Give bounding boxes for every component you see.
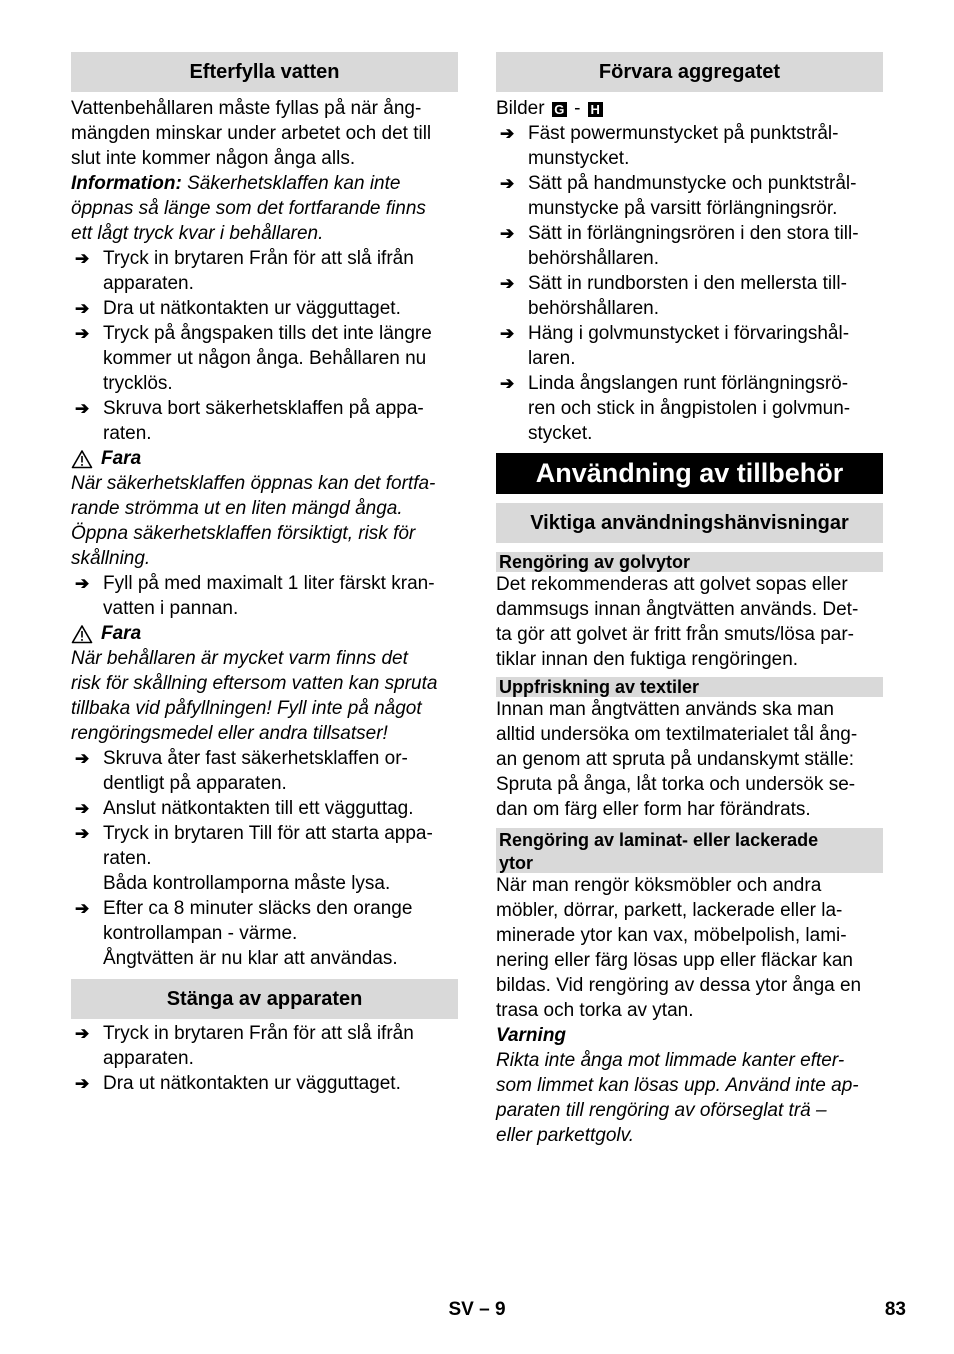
list-item bbox=[71, 296, 458, 321]
paragraph-line: minerade ytor kan vax, möbelpolish, lami- bbox=[496, 925, 847, 946]
paragraph-line: Spruta på ånga, låt torka och undersök se- bbox=[496, 774, 856, 795]
list-item bbox=[496, 171, 883, 221]
figure-separator: - bbox=[574, 98, 581, 119]
paragraph-line: dammsugs innan ångtvätten används. Det- bbox=[496, 599, 859, 620]
paragraph-line: möbler, dörrar, parkett, lackerade eller la- bbox=[496, 900, 843, 921]
list-item bbox=[496, 221, 883, 271]
warning-triangle-icon bbox=[71, 449, 93, 469]
paragraph-line: Innan man ångtvätten används ska man bbox=[496, 699, 835, 720]
info-text: Säkerhetsklaffen kan inte bbox=[187, 173, 401, 194]
list-item bbox=[71, 1021, 458, 1071]
section-heading-usage-notes: Viktiga användningshänvisningar bbox=[496, 503, 883, 543]
arrow-icon: ➔ bbox=[75, 1074, 90, 1093]
section-heading-refill: Efterfylla vatten bbox=[71, 52, 458, 92]
paragraph-line: slut inte kommer någon ånga alls. bbox=[71, 148, 356, 169]
arrow-icon: ➔ bbox=[75, 574, 90, 593]
warning-text-line: eller parkettgolv. bbox=[496, 1125, 634, 1146]
arrow-icon: ➔ bbox=[75, 299, 90, 318]
list-item-line: munstycke på varsitt förlängningsrör. bbox=[528, 198, 838, 219]
list-item-line: Dra ut nätkontakten ur vägguttaget. bbox=[103, 298, 401, 319]
danger-heading bbox=[71, 446, 458, 471]
list-item-line: ren och stick in ångpistolen i golvmun- bbox=[528, 398, 851, 419]
paragraph-line: Det rekommenderas att golvet sopas eller bbox=[496, 574, 848, 595]
list-item bbox=[71, 796, 458, 821]
list-item bbox=[496, 371, 883, 446]
list-item-line: Fyll på med maximalt 1 liter färskt kran- bbox=[103, 573, 435, 594]
list-item-line: stycket. bbox=[528, 423, 593, 444]
list-item-line: munstycket. bbox=[528, 148, 630, 169]
paragraph-line: trasa och torka av ytan. bbox=[496, 1000, 694, 1021]
list-item-line: Skruva bort säkerhetsklaffen på appa- bbox=[103, 398, 424, 419]
list-item-line: Sätt in rundborsten i den mellersta till- bbox=[528, 273, 847, 294]
arrow-icon: ➔ bbox=[75, 399, 90, 418]
chapter-heading: Användning av tillbehör bbox=[496, 453, 883, 494]
figures-label: Bilder bbox=[496, 98, 545, 119]
list-item bbox=[71, 321, 458, 396]
danger-text-line: rande strömma ut en liten mängd ånga. bbox=[71, 498, 403, 519]
list-item bbox=[71, 746, 458, 796]
danger-text-line: När säkerhetsklaffen öppnas kan det fortfa- bbox=[71, 473, 436, 494]
info-note-line: ett lågt tryck kvar i behållaren. bbox=[71, 223, 324, 244]
arrow-icon: ➔ bbox=[500, 124, 515, 143]
info-note-line: öppnas så länge som det fortfarande finns bbox=[71, 198, 426, 219]
list-item-line: Tryck in brytaren Till för att starta appa- bbox=[103, 823, 433, 844]
section-heading-switch-off: Stänga av apparaten bbox=[71, 979, 458, 1019]
list-item-line: Tryck in brytaren Från för att slå ifrån bbox=[103, 248, 414, 269]
list-item-line: behörshållaren. bbox=[528, 298, 659, 319]
list-item bbox=[496, 121, 883, 171]
danger-text-line: När behållaren är mycket varm finns det bbox=[71, 648, 408, 669]
list-item-line: kontrollampan - värme. bbox=[103, 923, 298, 944]
danger-text-line: rengöringsmedel eller andra tillsatser! bbox=[71, 723, 388, 744]
figure-reference bbox=[496, 96, 883, 121]
list-item-line: trycklös. bbox=[103, 373, 173, 394]
list-item-line: laren. bbox=[528, 348, 576, 369]
list-item-line: Anslut nätkontakten till ett vägguttag. bbox=[103, 798, 414, 819]
info-label: Information: bbox=[71, 173, 182, 194]
danger-label: Fara bbox=[101, 623, 142, 644]
left-column bbox=[71, 52, 458, 1096]
warning-text-line: paraten till rengöring av oförseglat trä – bbox=[496, 1100, 827, 1121]
list-item-line: apparaten. bbox=[103, 1048, 194, 1069]
arrow-icon: ➔ bbox=[75, 324, 90, 343]
list-item-line: vatten i pannan. bbox=[103, 598, 239, 619]
list-item bbox=[71, 1071, 458, 1096]
danger-text-line: risk för skållning eftersom vatten kan spruta bbox=[71, 673, 438, 694]
arrow-icon: ➔ bbox=[75, 824, 90, 843]
arrow-icon: ➔ bbox=[75, 749, 90, 768]
danger-heading bbox=[71, 621, 458, 646]
danger-text-line: skållning. bbox=[71, 548, 151, 569]
list-item-line: Fäst powermunstycket på punktstrål- bbox=[528, 123, 839, 144]
info-note-line bbox=[71, 171, 458, 196]
paragraph-line: När man rengör köksmöbler och andra bbox=[496, 875, 822, 896]
danger-label: Fara bbox=[101, 448, 142, 469]
paragraph-line: tiklar innan den fuktiga rengöringen. bbox=[496, 649, 799, 670]
list-item-line: Sätt på handmunstycke och punktstrål- bbox=[528, 173, 857, 194]
list-item-line: dentligt på apparaten. bbox=[103, 773, 287, 794]
paragraph-line: mängden minskar under arbetet och det till bbox=[71, 123, 432, 144]
figure-g-label: G bbox=[552, 102, 567, 117]
danger-text-line: tillbaka vid påfyllningen! Fyll inte på något bbox=[71, 698, 422, 719]
list-item-line: raten. bbox=[103, 848, 152, 869]
arrow-icon: ➔ bbox=[500, 224, 515, 243]
warning-label: Varning bbox=[496, 1025, 567, 1046]
arrow-icon: ➔ bbox=[500, 274, 515, 293]
paragraph-line: an genom att spruta på undanskymt ställe: bbox=[496, 749, 855, 770]
section-heading-storage: Förvara aggregatet bbox=[496, 52, 883, 92]
arrow-icon: ➔ bbox=[75, 899, 90, 918]
list-item bbox=[71, 396, 458, 446]
right-column bbox=[496, 52, 883, 1148]
list-item-line: Häng i golvmunstycket i förvaringshål- bbox=[528, 323, 850, 344]
arrow-icon: ➔ bbox=[500, 174, 515, 193]
arrow-icon: ➔ bbox=[75, 1024, 90, 1043]
arrow-icon: ➔ bbox=[75, 249, 90, 268]
subheading-floor-cleaning: Rengöring av golvytor bbox=[496, 552, 883, 572]
paragraph-line: ta gör att golvet är fritt från smuts/lösa par- bbox=[496, 624, 854, 645]
list-item bbox=[71, 821, 458, 871]
figure-h-label: H bbox=[588, 102, 603, 117]
footer-section-label: SV – 9 bbox=[448, 1299, 506, 1320]
list-item-line: apparaten. bbox=[103, 273, 194, 294]
result-note: Ångtvätten är nu klar att användas. bbox=[103, 948, 398, 969]
result-note: Båda kontrollamporna måste lysa. bbox=[103, 873, 391, 894]
list-item-line: raten. bbox=[103, 423, 152, 444]
list-item-line: behörshållaren. bbox=[528, 248, 659, 269]
paragraph-line: dan om färg eller form har förändrats. bbox=[496, 799, 811, 820]
warning-text-line: som limmet kan lösas upp. Använd inte ap- bbox=[496, 1075, 859, 1096]
warning-triangle-icon bbox=[71, 624, 93, 644]
paragraph-line: Vattenbehållaren måste fyllas på när ång- bbox=[71, 98, 422, 119]
subheading-laminate bbox=[496, 828, 883, 873]
subheading-line: ytor bbox=[499, 853, 534, 873]
list-item-line: Tryck på ångspaken tills det inte längre bbox=[103, 323, 432, 344]
arrow-icon: ➔ bbox=[500, 374, 515, 393]
list-item bbox=[71, 896, 458, 946]
list-item bbox=[496, 271, 883, 321]
arrow-icon: ➔ bbox=[75, 799, 90, 818]
list-item bbox=[71, 571, 458, 621]
list-item-line: Efter ca 8 minuter släcks den orange bbox=[103, 898, 413, 919]
paragraph-line: alltid undersöka om textilmaterialet tål ång- bbox=[496, 724, 858, 745]
list-item-line: Skruva åter fast säkerhetsklaffen or- bbox=[103, 748, 408, 769]
subheading-textiles: Uppfriskning av textiler bbox=[496, 677, 883, 697]
paragraph-line: bildas. Vid rengöring av dessa ytor ånga en bbox=[496, 975, 862, 996]
list-item-line: Linda ångslangen runt förlängningsrö- bbox=[528, 373, 849, 394]
list-item-line: kommer ut någon ånga. Behållaren nu bbox=[103, 348, 427, 369]
warning-text-line: Rikta inte ånga mot limmade kanter efter- bbox=[496, 1050, 845, 1071]
paragraph-line: nering eller färg lösas upp eller fläckar kan bbox=[496, 950, 853, 971]
list-item bbox=[496, 321, 883, 371]
subheading-line: Rengöring av laminat- eller lackerade bbox=[499, 830, 819, 850]
page-number: 83 bbox=[884, 1299, 906, 1320]
arrow-icon: ➔ bbox=[500, 324, 515, 343]
list-item-line: Tryck in brytaren Från för att slå ifrån bbox=[103, 1023, 414, 1044]
list-item-line: Sätt in förlängningsrören i den stora till- bbox=[528, 223, 859, 244]
danger-text-line: Öppna säkerhetsklaffen försiktigt, risk för bbox=[71, 523, 416, 544]
list-item-line: Dra ut nätkontakten ur vägguttaget. bbox=[103, 1073, 401, 1094]
list-item bbox=[71, 246, 458, 296]
